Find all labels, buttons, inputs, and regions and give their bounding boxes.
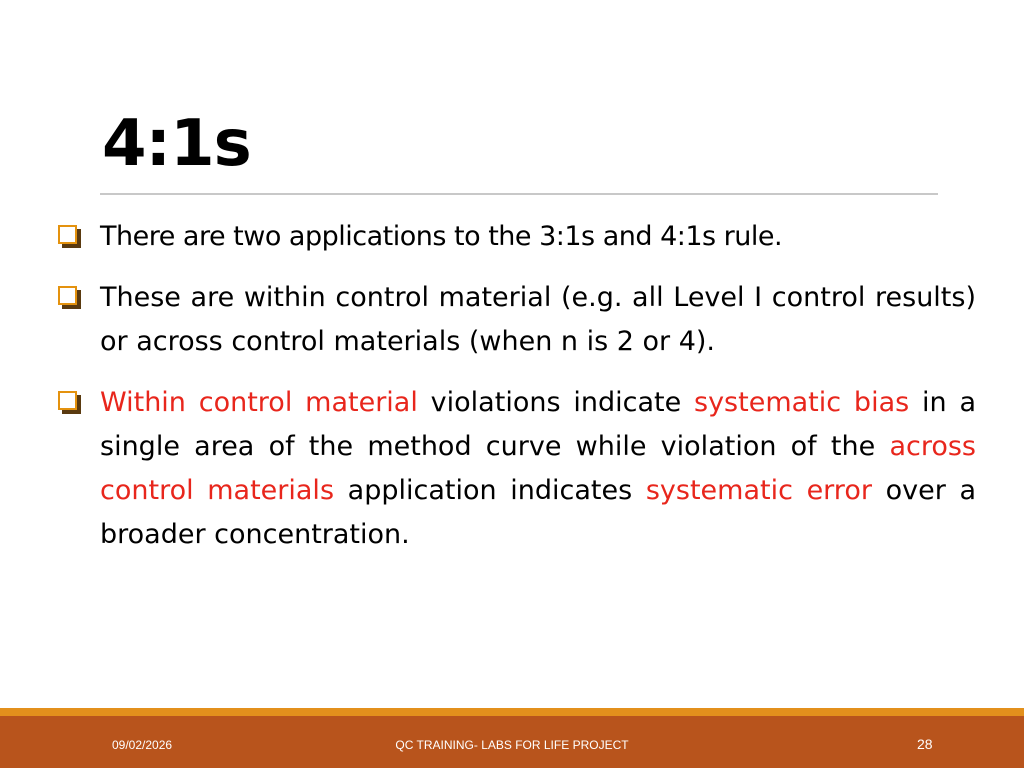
highlight-systematic-error: systematic error: [645, 475, 872, 506]
footer-title: QC TRAINING- LABS FOR LIFE PROJECT: [395, 738, 629, 752]
footer-date: 09/02/2026: [112, 738, 173, 752]
highlight-systematic-bias: systematic bias: [694, 387, 910, 418]
footer-bar: [0, 708, 1024, 768]
bullet-item: [56, 381, 976, 557]
bullet-text: There are two applications to the 3:1s and 4:1s rule.: [100, 221, 783, 252]
bullet-text: violations indicate: [417, 387, 695, 418]
checkbox-bullet-icon: [58, 225, 77, 244]
footer-accent-stripe: [0, 708, 1024, 716]
checkbox-bullet-icon: [58, 391, 77, 410]
bullet-text: over a broader concentration.: [100, 475, 977, 550]
bullet-text: in a single area of the method curve while violation of the: [100, 387, 976, 462]
highlight-across-control-materials: across control materials: [100, 431, 976, 506]
checkbox-bullet-icon: [58, 286, 77, 305]
bullet-text: These are within control material (e.g. all Level I control results) or across control materials (when n is 2 or 4).: [100, 282, 976, 357]
highlight-within-control-material: Within control material: [100, 387, 418, 418]
bullet-text: application indicates: [334, 475, 646, 506]
bullet-list: [56, 215, 976, 557]
slide-title: 4:1s: [102, 107, 251, 181]
page-number: 28: [917, 736, 933, 752]
bullet-item: [56, 276, 976, 364]
bullet-item: [56, 215, 976, 259]
title-divider: [100, 193, 938, 195]
